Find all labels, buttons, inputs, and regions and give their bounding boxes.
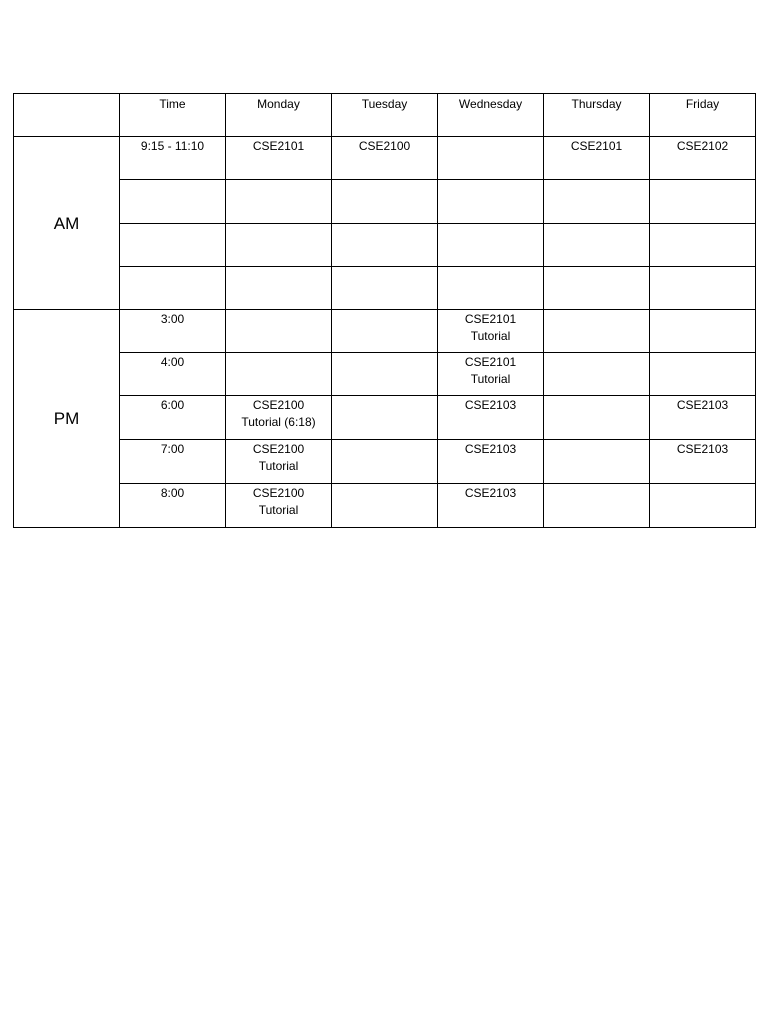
schedule-cell: CSE2100 Tutorial (6:18) [226, 396, 332, 440]
schedule-cell: CSE2101 Tutorial [438, 353, 544, 396]
header-row [14, 94, 756, 137]
header-tuesday: Tuesday [332, 94, 438, 137]
header-time: Time [120, 94, 226, 137]
schedule-cell [332, 396, 438, 440]
schedule-cell [438, 267, 544, 310]
schedule-cell [650, 484, 756, 528]
table-row [14, 440, 756, 484]
time-cell: 7:00 [120, 440, 226, 484]
schedule-cell [332, 484, 438, 528]
schedule-cell [650, 310, 756, 353]
table-row [14, 353, 756, 396]
table-row [14, 267, 756, 310]
corner-cell [14, 94, 120, 137]
schedule-cell [544, 396, 650, 440]
schedule-cell: CSE2103 [650, 396, 756, 440]
schedule-cell [650, 224, 756, 267]
time-cell: 3:00 [120, 310, 226, 353]
time-cell [120, 224, 226, 267]
header-thursday: Thursday [544, 94, 650, 137]
time-cell: 9:15 - 11:10 [120, 137, 226, 180]
period-am-label: AM [14, 137, 120, 310]
schedule-cell [544, 267, 650, 310]
table-row [14, 484, 756, 528]
table-row [14, 224, 756, 267]
schedule-cell [438, 137, 544, 180]
schedule-cell [438, 224, 544, 267]
schedule-cell [544, 440, 650, 484]
schedule-cell [332, 224, 438, 267]
schedule-cell: CSE2100 Tutorial [226, 484, 332, 528]
time-cell: 4:00 [120, 353, 226, 396]
schedule-cell [226, 353, 332, 396]
schedule-cell: CSE2101 [544, 137, 650, 180]
schedule-cell [332, 440, 438, 484]
schedule-cell: CSE2102 [650, 137, 756, 180]
schedule-cell: CSE2101 Tutorial [438, 310, 544, 353]
time-cell: 6:00 [120, 396, 226, 440]
schedule-cell [226, 180, 332, 224]
schedule-cell [332, 267, 438, 310]
schedule-cell [332, 180, 438, 224]
schedule-cell: CSE2100 [332, 137, 438, 180]
period-pm-label: PM [14, 310, 120, 528]
schedule-cell [650, 180, 756, 224]
time-cell [120, 267, 226, 310]
time-cell [120, 180, 226, 224]
header-wednesday: Wednesday [438, 94, 544, 137]
table-row [14, 180, 756, 224]
schedule-cell: CSE2101 [226, 137, 332, 180]
schedule-cell: CSE2103 [438, 440, 544, 484]
schedule-cell [226, 310, 332, 353]
table-row [14, 310, 756, 353]
schedule-cell [544, 224, 650, 267]
table-row [14, 137, 756, 180]
schedule-cell [332, 310, 438, 353]
schedule-cell [544, 180, 650, 224]
header-monday: Monday [226, 94, 332, 137]
time-cell: 8:00 [120, 484, 226, 528]
schedule-cell: CSE2103 [650, 440, 756, 484]
schedule-cell [226, 224, 332, 267]
schedule-cell [332, 353, 438, 396]
schedule-cell [650, 353, 756, 396]
schedule-cell: CSE2103 [438, 396, 544, 440]
schedule-cell [226, 267, 332, 310]
header-friday: Friday [650, 94, 756, 137]
timetable [13, 93, 756, 528]
schedule-cell [544, 353, 650, 396]
schedule-cell [544, 484, 650, 528]
table-row [14, 396, 756, 440]
schedule-cell [544, 310, 650, 353]
schedule-cell: CSE2100 Tutorial [226, 440, 332, 484]
schedule-cell [650, 267, 756, 310]
schedule-cell [438, 180, 544, 224]
schedule-cell: CSE2103 [438, 484, 544, 528]
